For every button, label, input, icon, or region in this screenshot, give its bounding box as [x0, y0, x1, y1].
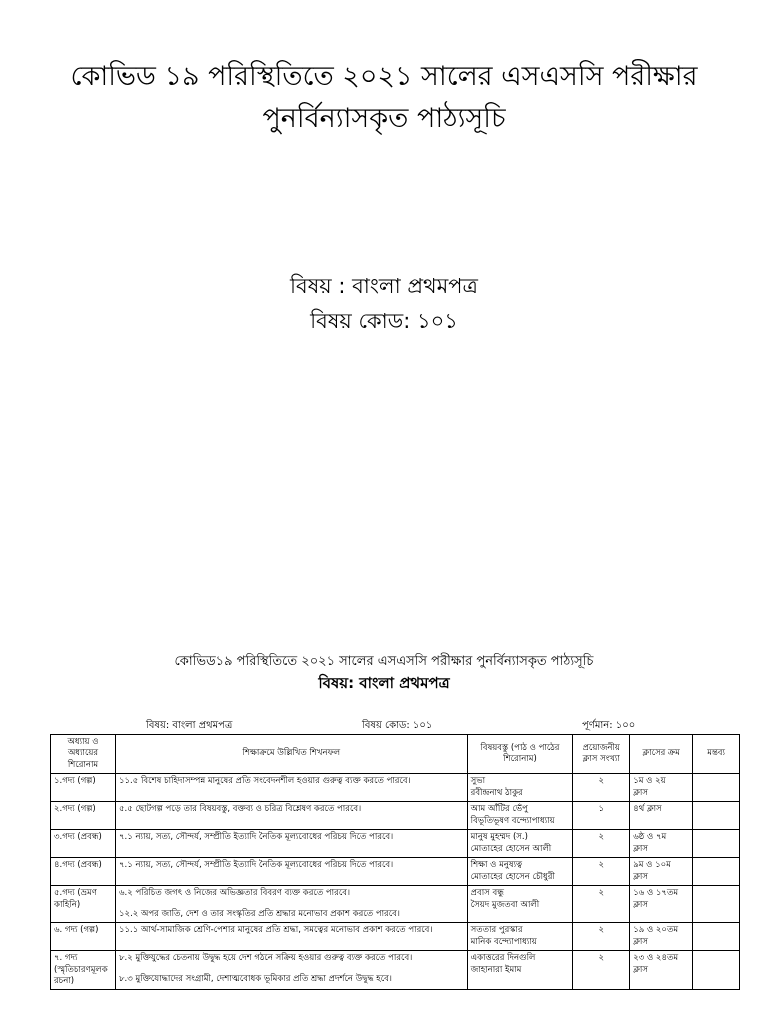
cell-remarks — [693, 951, 740, 990]
cell-class-order: ৯ম ও ১০ম ক্লাস — [630, 858, 693, 886]
cell-class-order: ১৬ ও ১৭তম ক্লাস — [630, 886, 693, 923]
cell-class-count: ২ — [573, 774, 630, 802]
learning-outcome: ৮.৩ মুক্তিযোদ্ধাদের সংগ্রামী, দেশাত্মবোধক ভূমিকার প্রতি শ্রদ্ধা প্রদর্শনে উদ্বুদ্ধ হবে। — [119, 973, 392, 984]
cell-chapter: ৪.গদ্য (প্রবন্ধ) — [51, 858, 116, 886]
cell-class-order: ৪র্থ ক্লাস — [630, 802, 693, 830]
cell-class-count: ২ — [573, 951, 630, 990]
cell-content: শিক্ষা ও মনুষ্যত্ব মোতাহের হোসেন চৌধুরী — [467, 858, 573, 886]
learning-outcome: ১১.৫ বিশেষ চাহিদাসম্পন্ন মানুষের প্রতি সংবেদনশীল হওয়ার গুরুত্ব ব্যক্ত করতে পারবে। — [119, 776, 411, 787]
cell-learning-outcomes — [116, 774, 468, 802]
table-row — [51, 923, 740, 951]
table-row — [51, 802, 740, 830]
info-subject: বিষয়: বাংলা প্রথমপত্র — [146, 720, 233, 731]
cell-learning-outcomes — [116, 886, 468, 923]
header-remarks: মন্তব্য — [693, 735, 740, 774]
cell-learning-outcomes — [116, 951, 468, 990]
cell-class-count: ২ — [573, 858, 630, 886]
cell-remarks — [693, 886, 740, 923]
learning-outcome: ১২.২ অপর জাতি, দেশ ও তার সংস্কৃতির প্রতি শ্রদ্ধার মনোভাব প্রকাশ করতে পারবে। — [119, 908, 400, 919]
info-subject-code: বিষয় কোড: ১০১ — [362, 720, 433, 731]
cover-title-line1: কোভিড ১৯ পরিস্থিতিতে ২০২১ সালের এসএসসি পরীক্ষার — [70, 61, 698, 92]
learning-outcome: ৬.২ পরিচিত জগৎ ও নিজের অভিজ্ঞতার বিবরণ ব্যক্ত করতে পারবে। — [119, 888, 351, 899]
cell-remarks — [693, 802, 740, 830]
table-row — [51, 774, 740, 802]
cell-content: প্রবাস বন্ধু সৈয়দ মুজতবা আলী — [467, 886, 573, 923]
header-class-order: ক্লাসের ক্রম — [630, 735, 693, 774]
table-header-row — [51, 735, 740, 774]
cover-subject: বিষয় : বাংলা প্রথমপত্র — [290, 274, 478, 298]
page-header-title: কোভিড১৯ পরিস্থিতিতে ২০২১ সালের এসএসসি পরীক্ষার পুনর্বিন্যাসকৃত পাঠ্যসূচি — [174, 654, 594, 669]
table-row — [51, 858, 740, 886]
cell-content: মানুষ মুহম্মদ (স.) মোতাহের হোসেন আলী — [467, 830, 573, 858]
page-header-subject: বিষয়: বাংলা প্রথমপত্র — [318, 674, 450, 692]
cell-class-count: ২ — [573, 923, 630, 951]
cell-remarks — [693, 774, 740, 802]
cell-chapter: ২.গদ্য (গল্প) — [51, 802, 116, 830]
cell-remarks — [693, 923, 740, 951]
cell-content: একাত্তরের দিনগুলি জাহানারা ইমাম — [467, 951, 573, 990]
cell-learning-outcomes — [116, 830, 468, 858]
cell-content: সততার পুরস্কার মানিক বন্দ্যোপাধ্যায় — [467, 923, 573, 951]
syllabus-body — [51, 774, 740, 990]
learning-outcome: ৮.২ মুক্তিযুদ্ধের চেতনায় উদ্বুদ্ধ হয়ে দেশ গঠনে সক্রিয় হওয়ার গুরুত্ব ব্যক্ত করতে পারবে। — [119, 953, 413, 964]
cell-class-count: ২ — [573, 830, 630, 858]
cell-chapter: ১.গদ্য (গল্প) — [51, 774, 116, 802]
table-row — [51, 951, 740, 990]
cell-learning-outcomes — [116, 923, 468, 951]
cell-remarks — [693, 830, 740, 858]
syllabus-table — [50, 734, 740, 990]
cell-chapter: ৫.গদ্য (ভ্রমণ কাহিনি) — [51, 886, 116, 923]
cover-subject-code: বিষয় কোড: ১০১ — [310, 309, 458, 333]
cell-class-order: ২৩ ও ২৪তম ক্লাস — [630, 951, 693, 990]
cell-learning-outcomes — [116, 858, 468, 886]
cell-remarks — [693, 858, 740, 886]
info-full-marks: পূর্ণমান: ১০০ — [582, 720, 636, 731]
cell-content: আম আঁটির ভেঁপু বিভূতিভূষণ বন্দ্যোপাধ্যায় — [467, 802, 573, 830]
table-row — [51, 886, 740, 923]
cell-content: সুভা রবীন্দ্রনাথ ঠাকুর — [467, 774, 573, 802]
learning-outcome: ৫.৫ ছোটগল্প পড়ে তার বিষয়বস্তু, বক্তব্য ও চরিত্র বিশ্লেষণ করতে পারবে। — [119, 804, 362, 815]
header-content: বিষয়বস্তু (পাঠ ও পাঠের শিরোনাম) — [467, 735, 573, 774]
cell-class-order: ১৯ ও ২০তম ক্লাস — [630, 923, 693, 951]
learning-outcome: ১১.১ আর্থ-সামাজিক শ্রেণি-পেশার মানুষের প্রতি শ্রদ্ধা, সমত্বের মনোভাব প্রকাশ করতে পারবে। — [119, 925, 433, 936]
cell-class-order: ১ম ও ২য় ক্লাস — [630, 774, 693, 802]
cell-learning-outcomes — [116, 802, 468, 830]
cell-class-count: ১ — [573, 802, 630, 830]
cell-chapter: ৩.গদ্য (প্রবন্ধ) — [51, 830, 116, 858]
header-learning-outcomes: শিক্ষাক্রমে উল্লিখিত শিখনফল — [116, 735, 468, 774]
table-row — [51, 830, 740, 858]
cell-class-order: ৬ষ্ঠ ও ৭ম ক্লাস — [630, 830, 693, 858]
header-class-count: প্রয়োজনীয় ক্লাস সংখ্যা — [573, 735, 630, 774]
learning-outcome: ৭.১ ন্যায়, সত্য, সৌন্দর্য, সম্প্রীতি ইত্যাদি নৈতিক মূল্যবোধের পরিচয় দিতে পারবে। — [119, 860, 394, 871]
cell-chapter: ৭. গদ্য (স্মৃতিচারণমূলক রচনা) — [51, 951, 116, 990]
cover-title-line2: পুনর্বিন্যাসকৃত পাঠ্যসূচি — [262, 103, 506, 134]
cell-class-count: ২ — [573, 886, 630, 923]
header-chapter: অধ্যায় ও অধ্যায়ের শিরোনাম — [51, 735, 116, 774]
cell-chapter: ৬. গদ্য (গল্প) — [51, 923, 116, 951]
learning-outcome: ৭.১ ন্যায়, সত্য, সৌন্দর্য, সম্প্রীতি ইত্যাদি নৈতিক মূল্যবোধের পরিচয় দিতে পারবে। — [119, 832, 394, 843]
